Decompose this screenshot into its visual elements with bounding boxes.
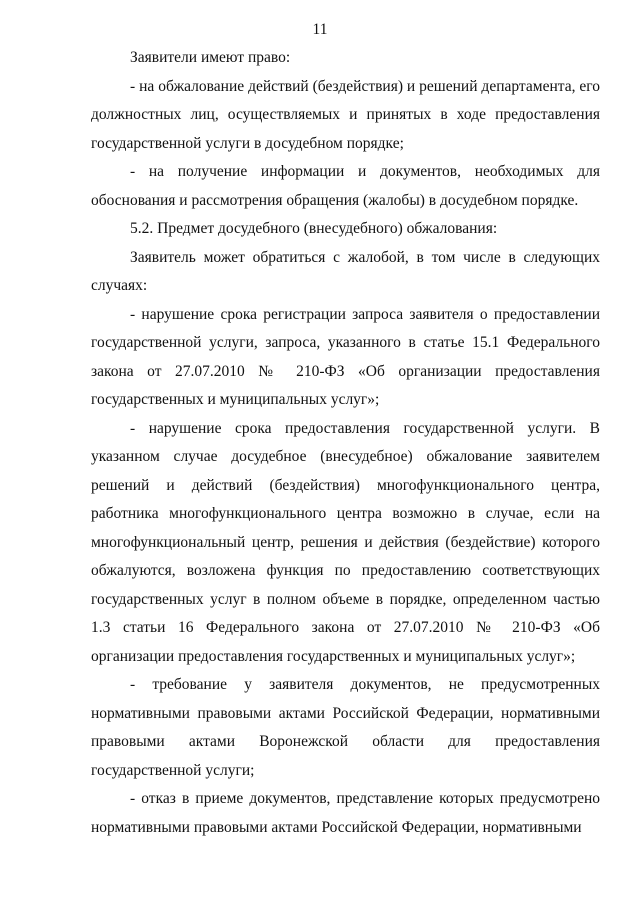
paragraph-refusal-of-documents: - отказ в приеме документов, представление которых предусмотрено нормативными правовыми актами Российской Федерации, нормативными	[91, 790, 600, 836]
paragraph-complaint-cases: Заявитель может обратиться с жалобой, в том числе в следующих случаях:	[91, 248, 600, 294]
section-heading-5-2: 5.2. Предмет досудебного (внесудебного) обжалования:	[130, 220, 498, 237]
paragraph-right-to-appeal: - на обжалование действий (бездействия) и решений департамента, его должностных лиц, осуществляемых и принятых в ходе предоставления государственной услуги в досудебном порядке;	[91, 77, 600, 152]
paragraph-service-deadline: - нарушение срока предоставления государственной услуги. В указанном случае досудебное (внесудебное) обжалование заявителем решений и действий (бездействия) многофункционального центра, работника многофункционального центра возможно в случае, если на многофункциональный центр, решения и действия (бездействие) которого обжалуются, возложена функция по предоставлению соответствующих государственных услуг в полном объеме в порядке, определенном частью 1.3 статьи 16 Федерального закона от 27.07.2010 № 210-ФЗ «Об организации предоставления государственных и муниципальных услуг»;	[91, 419, 600, 665]
paragraph-document-requirement: - требование у заявителя документов, не предусмотренных нормативными правовыми актами Российской Федерации, нормативными правовыми актами Воронежской области для предоставления государственной услуги;	[91, 676, 600, 779]
paragraph-applicants-rights: Заявители имеют право:	[130, 49, 291, 66]
page-number: 11	[312, 21, 328, 38]
paragraph-registration-deadline: - нарушение срока регистрации запроса заявителя о предоставлении государственной услуги, запроса, указанного в статье 15.1 Федерального закона от 27.07.2010 № 210-ФЗ «Об организации предоставления государственных и муниципальных услуг»;	[91, 305, 600, 408]
paragraph-right-to-information: - на получение информации и документов, необходимых для обоснования и рассмотрения обращения (жалобы) в досудебном порядке.	[91, 163, 600, 209]
document-body	[91, 44, 600, 842]
